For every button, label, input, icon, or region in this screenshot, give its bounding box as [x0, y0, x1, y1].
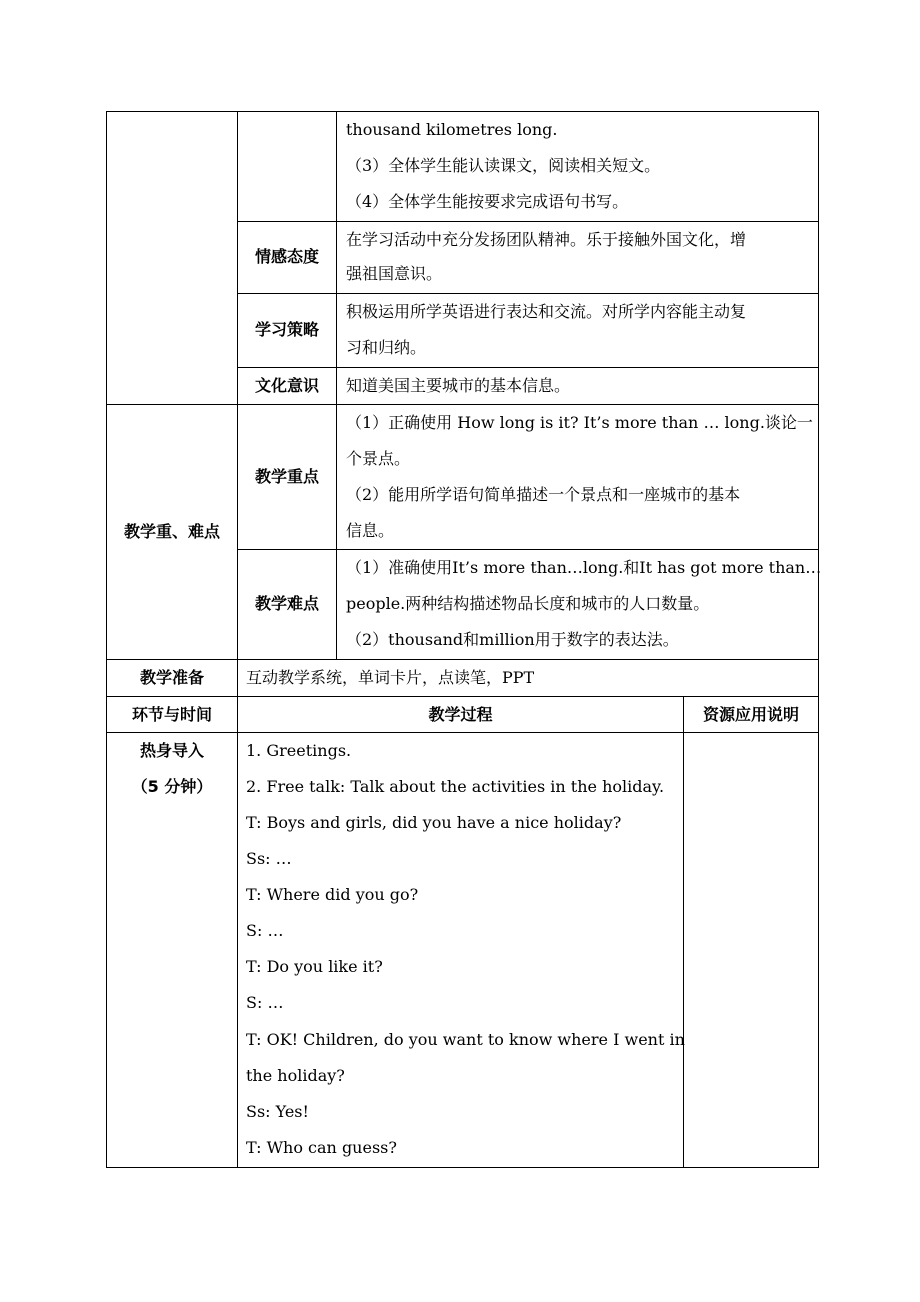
warmup-line: 2. Free talk: Talk about the activities in the holiday. — [246, 777, 665, 796]
table-border-left — [106, 111, 107, 1168]
difficult-points-line: people.两种结构描述物品长度和城市的人口数量。 — [346, 594, 710, 613]
difficult-points-label: 教学难点 — [254, 594, 319, 613]
warmup-stage: 热身导入 — [139, 741, 204, 760]
table-border-right — [818, 111, 819, 1168]
warmup-line: Ss: … — [246, 849, 292, 868]
objective-line: thousand kilometres long. — [346, 120, 558, 139]
table-border-bottom — [106, 1167, 819, 1168]
key-points-line: （1）正确使用 How long is it? It’s more than … long.谈论一 — [346, 413, 813, 432]
key-points-line: （2）能用所学语句简单描述一个景点和一座城市的基本 — [346, 485, 741, 504]
objective-line: （3）全体学生能认读课文，阅读相关短文。 — [346, 156, 661, 175]
warmup-line: T: Where did you go? — [246, 885, 419, 904]
key-points-label: 教学重点 — [254, 467, 319, 486]
warmup-line: Ss: Yes! — [246, 1102, 309, 1121]
strategy-text-line2: 习和归纳。 — [346, 338, 427, 357]
divider-col3-lower — [683, 696, 684, 1168]
objective-line: （4）全体学生能按要求完成语句书写。 — [346, 192, 629, 211]
culture-label: 文化意识 — [254, 376, 319, 395]
strategy-text-line1: 积极运用所学英语进行表达和交流。对所学内容能主动复 — [346, 302, 747, 321]
emotion-label: 情感态度 — [254, 247, 319, 266]
divider-col1-lower — [237, 659, 238, 1168]
warmup-line: T: Do you like it? — [246, 957, 383, 976]
key-points-line: 个景点。 — [346, 449, 411, 468]
divider-col2-upper — [336, 111, 337, 660]
preparation-text: 互动教学系统，单词卡片，点读笔，PPT — [246, 668, 535, 687]
header-stage-time: 环节与时间 — [131, 705, 212, 724]
warmup-line: T: Boys and girls, did you have a nice holiday? — [246, 813, 622, 832]
warmup-line: T: Who can guess? — [246, 1138, 397, 1157]
culture-text: 知道美国主要城市的基本信息。 — [346, 376, 571, 395]
emotion-text-line2: 强祖国意识。 — [346, 264, 443, 283]
key-points-line: 信息。 — [346, 521, 395, 540]
preparation-label: 教学准备 — [139, 668, 204, 687]
strategy-label: 学习策略 — [254, 320, 319, 339]
warmup-line: S: … — [246, 993, 284, 1012]
key-difficult-label: 教学重、难点 — [123, 522, 220, 541]
header-resource: 资源应用说明 — [702, 705, 799, 724]
warmup-time: （5 分钟） — [131, 777, 213, 796]
warmup-line: 1. Greetings. — [246, 741, 352, 760]
difficult-points-line: （1）准确使用It’s more than…long.和It has got more than… — [346, 558, 822, 577]
emotion-text-line1: 在学习活动中充分发扬团队精神。乐于接触外国文化，增 — [346, 230, 747, 249]
warmup-line: T: OK! Children, do you want to know where I went in — [246, 1030, 685, 1049]
warmup-line: S: … — [246, 921, 284, 940]
warmup-line: the holiday? — [246, 1066, 345, 1085]
header-process: 教学过程 — [428, 705, 493, 724]
difficult-points-line: （2）thousand和million用于数字的表达法。 — [346, 630, 679, 649]
